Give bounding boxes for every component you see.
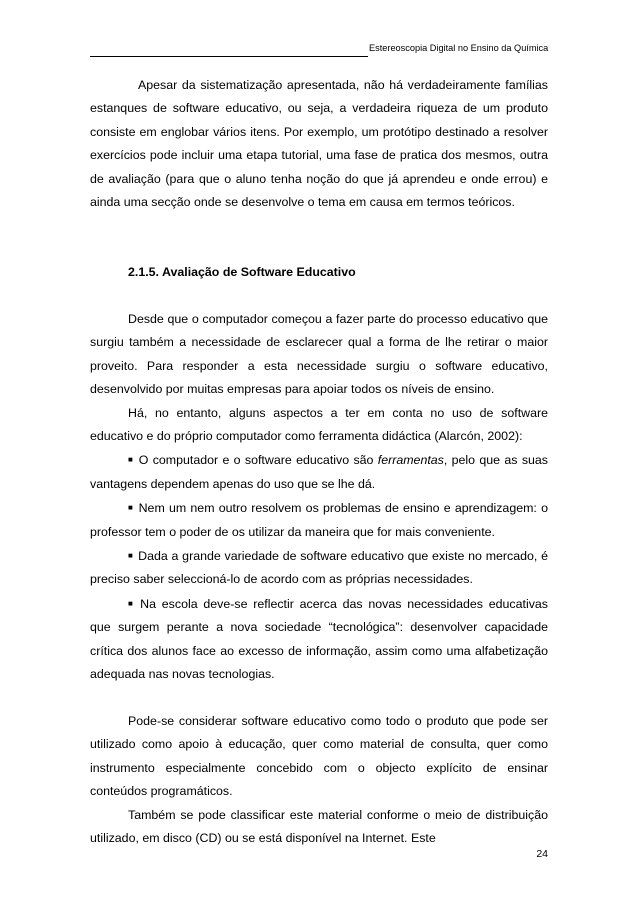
paragraph-definition: Pode-se considerar software educativo como todo o produto que pode ser utilizado como apoio à educação, quer como material de consulta, quer como instrumento especialmente concebido com o objecto explícito de ensinar conteúdos programáticos. xyxy=(90,713,548,799)
page-number: 24 xyxy=(536,848,548,860)
spacer xyxy=(90,285,548,308)
paragraph-aspects: Há, no entanto, alguns aspectos a ter em conta no uso de software educativo e do próprio computador como ferramenta didáctica (Alarcón, 2002): xyxy=(90,405,548,444)
running-header: Estereoscopia Digital no Ensino da Química xyxy=(369,43,549,53)
bullet-item-tools: ■ O computador e o software educativo são ferramentas, pelo que as suas vantagens dependem apenas do uso que se lhe dá. xyxy=(90,453,548,491)
paragraph-intro: Apesar da sistematização apresentada, não há verdadeiramente famílias estanques de software educativo, ou seja, a verdadeira riqueza de um produto consiste em englobar vários itens. Por exemplo, um protótipo destinado a resolver exercícios pode incluir uma etapa tutorial, uma fase de pratica dos mesmos, outra de avaliação (para que o aluno tenha noção do que já aprendeu e onde errou) e ainda uma secção onde se desenvolve o tema em causa em termos teóricos. xyxy=(90,78,548,210)
spacer xyxy=(90,687,548,710)
paragraph-computer-education: Desde que o computador começou a fazer parte do processo educativo que surgiu também a necessidade de esclarecer qual a forma de lhe retirar o maior proveito. Para responder a esta necessidade surgiu o software educativo, desenvolvido por muitas empresas para apoiar todos os níveis de ensino. xyxy=(90,312,548,397)
bullet-item-variety: ■ Dada a grande variedade de software educativo que existe no mercado, é preciso saber seleccioná-lo de acordo com as próprias necessidades. xyxy=(90,549,548,587)
spacer xyxy=(90,238,548,261)
bullet-square-icon: ■ xyxy=(128,503,134,513)
page-body xyxy=(90,74,548,850)
paragraph-classification: Também se pode classificar este material conforme o meio de distribuição utilizado, em disco (CD) ou se está disponível na Internet. Este xyxy=(90,807,548,845)
bullet-square-icon: ■ xyxy=(128,455,134,465)
bullet-item-problems: ■ Nem um nem outro resolvem os problemas de ensino e aprendizagem: o professor tem o poder de os utilizar da maneira que for mais conveniente. xyxy=(90,501,548,539)
header-rule xyxy=(90,56,368,57)
spacer xyxy=(90,214,548,237)
bullet-square-icon: ■ xyxy=(128,551,134,561)
section-heading: 2.1.5. Avaliação de Software Educativo xyxy=(128,265,356,280)
bullet-square-icon: ■ xyxy=(128,598,136,608)
bullet-item-school: ■ Na escola deve-se reflectir acerca das novas necessidades educativas que surgem perante a nova sociedade “tecnológica”: desenvolver capacidade crítica dos alunos face ao excesso de informação, assim como uma alfabetização adequada nas novas tecnologias. xyxy=(90,596,548,682)
